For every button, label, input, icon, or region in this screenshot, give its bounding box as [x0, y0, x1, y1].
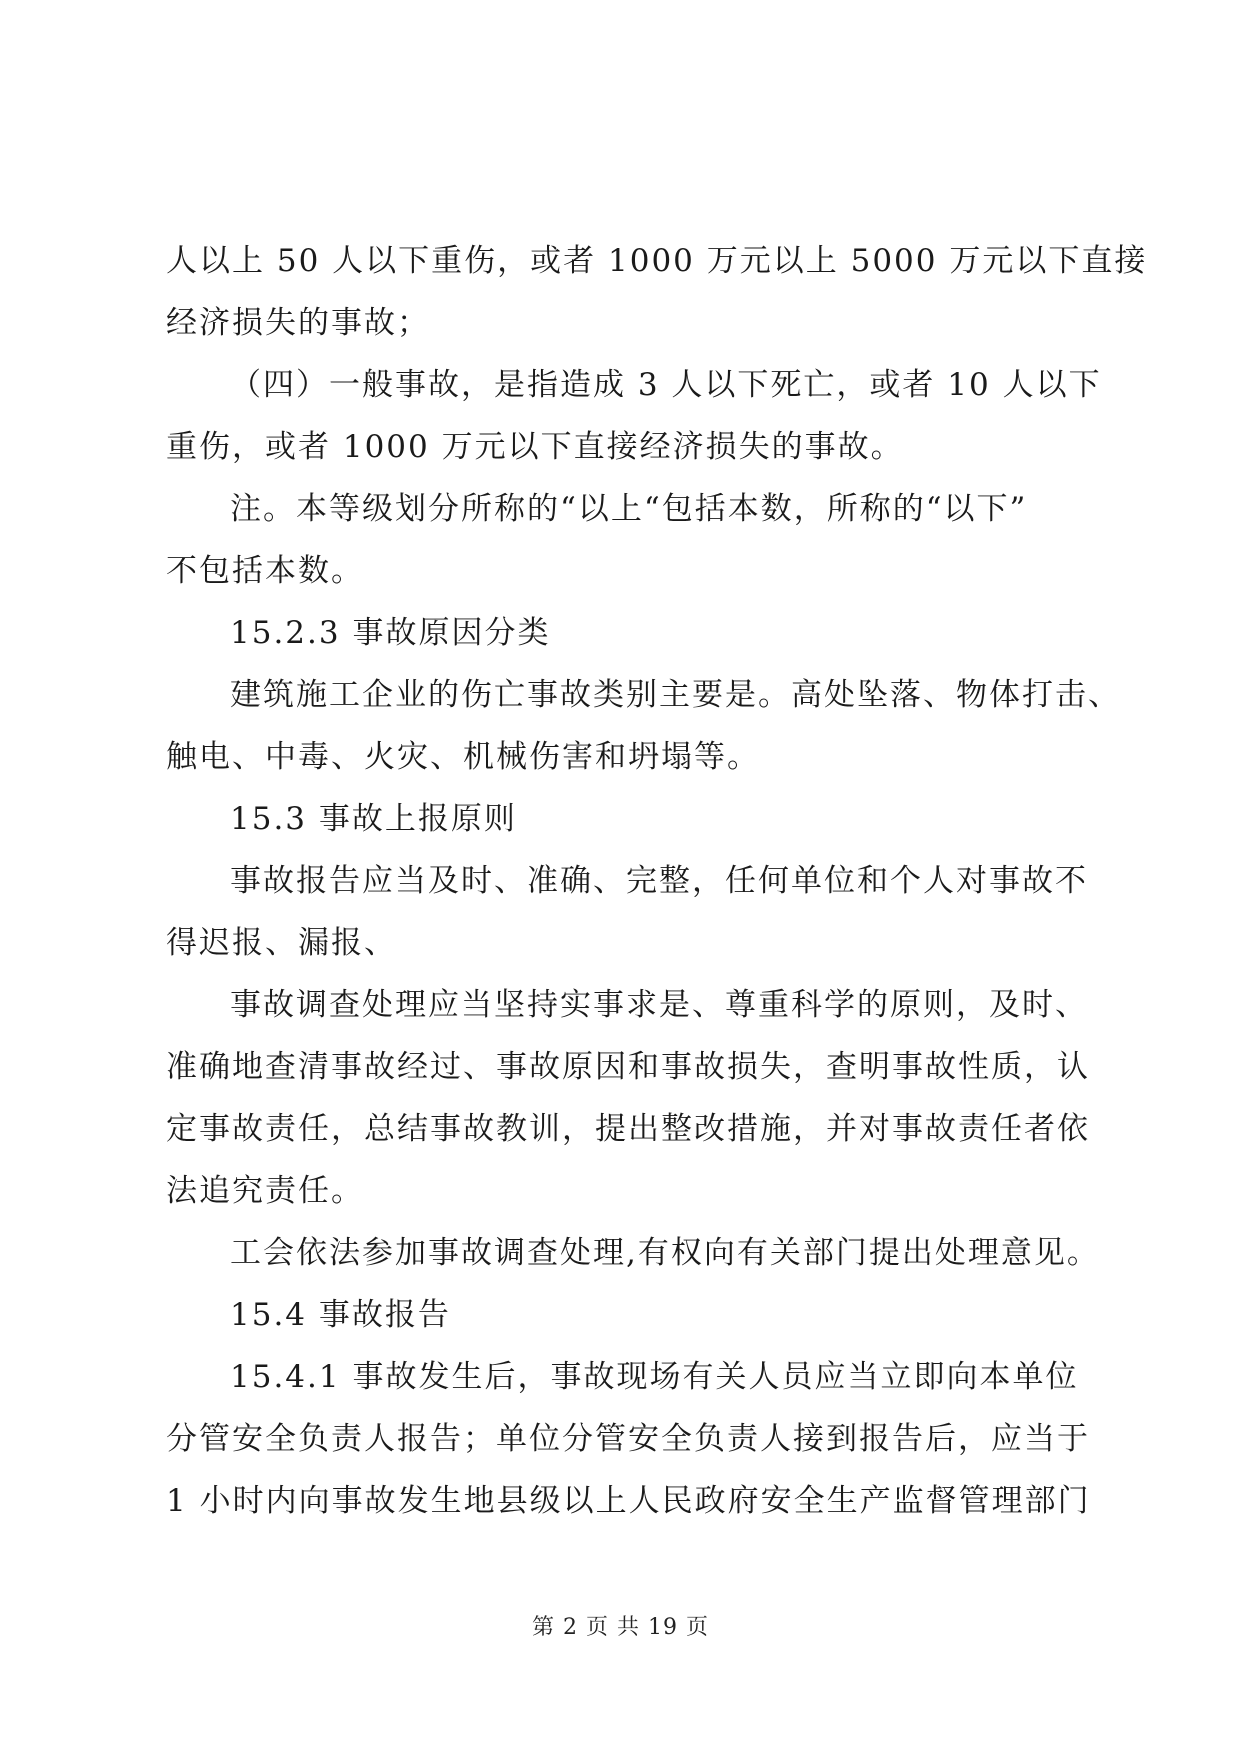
section-heading: 15.2.3 事故原因分类 — [230, 615, 551, 651]
text-line: 分管安全负责人报告；单位分管安全负责人接到报告后，应当于 — [166, 1421, 1090, 1457]
text-line: 15.4.1 事故发生后，事故现场有关人员应当立即向本单位 — [230, 1359, 1079, 1395]
text-line: 1 小时内向事故发生地县级以上人民政府安全生产监督管理部门 — [166, 1483, 1091, 1519]
text-line: 事故报告应当及时、准确、完整，任何单位和个人对事故不 — [230, 863, 1088, 899]
text-line: 不包括本数。 — [166, 553, 364, 589]
page-number-footer: 第 2 页 共 19 页 — [532, 1615, 709, 1640]
text-line: 重伤，或者 1000 万元以下直接经济损失的事故。 — [166, 429, 904, 465]
text-line: 经济损失的事故； — [166, 305, 430, 341]
text-line: 法追究责任。 — [166, 1173, 364, 1209]
text-line: 建筑施工企业的伤亡事故类别主要是。高处坠落、物体打击、 — [230, 677, 1121, 713]
text-line: 注。本等级划分所称的“以上“包括本数，所称的“以下” — [230, 491, 1028, 527]
text-line: 定事故责任，总结事故教训，提出整改措施，并对事故责任者依 — [166, 1111, 1090, 1147]
text-line: 准确地查清事故经过、事故原因和事故损失，查明事故性质，认 — [166, 1049, 1090, 1085]
text-line: 工会依法参加事故调查处理,有权向有关部门提出处理意见。 — [230, 1235, 1100, 1271]
text-line: 触电、中毒、火灾、机械伤害和坍塌等。 — [166, 739, 760, 775]
text-line: 人以上 50 人以下重伤，或者 1000 万元以上 5000 万元以下直接 — [166, 243, 1148, 279]
section-heading: 15.4 事故报告 — [230, 1297, 451, 1333]
text-line: 事故调查处理应当坚持实事求是、尊重科学的原则，及时、 — [230, 987, 1088, 1023]
section-heading: 15.3 事故上报原则 — [230, 801, 517, 837]
text-line: 得迟报、漏报、 — [166, 925, 397, 961]
document-body — [166, 230, 1148, 1532]
text-line: （四）一般事故，是指造成 3 人以下死亡，或者 10 人以下 — [230, 367, 1102, 403]
